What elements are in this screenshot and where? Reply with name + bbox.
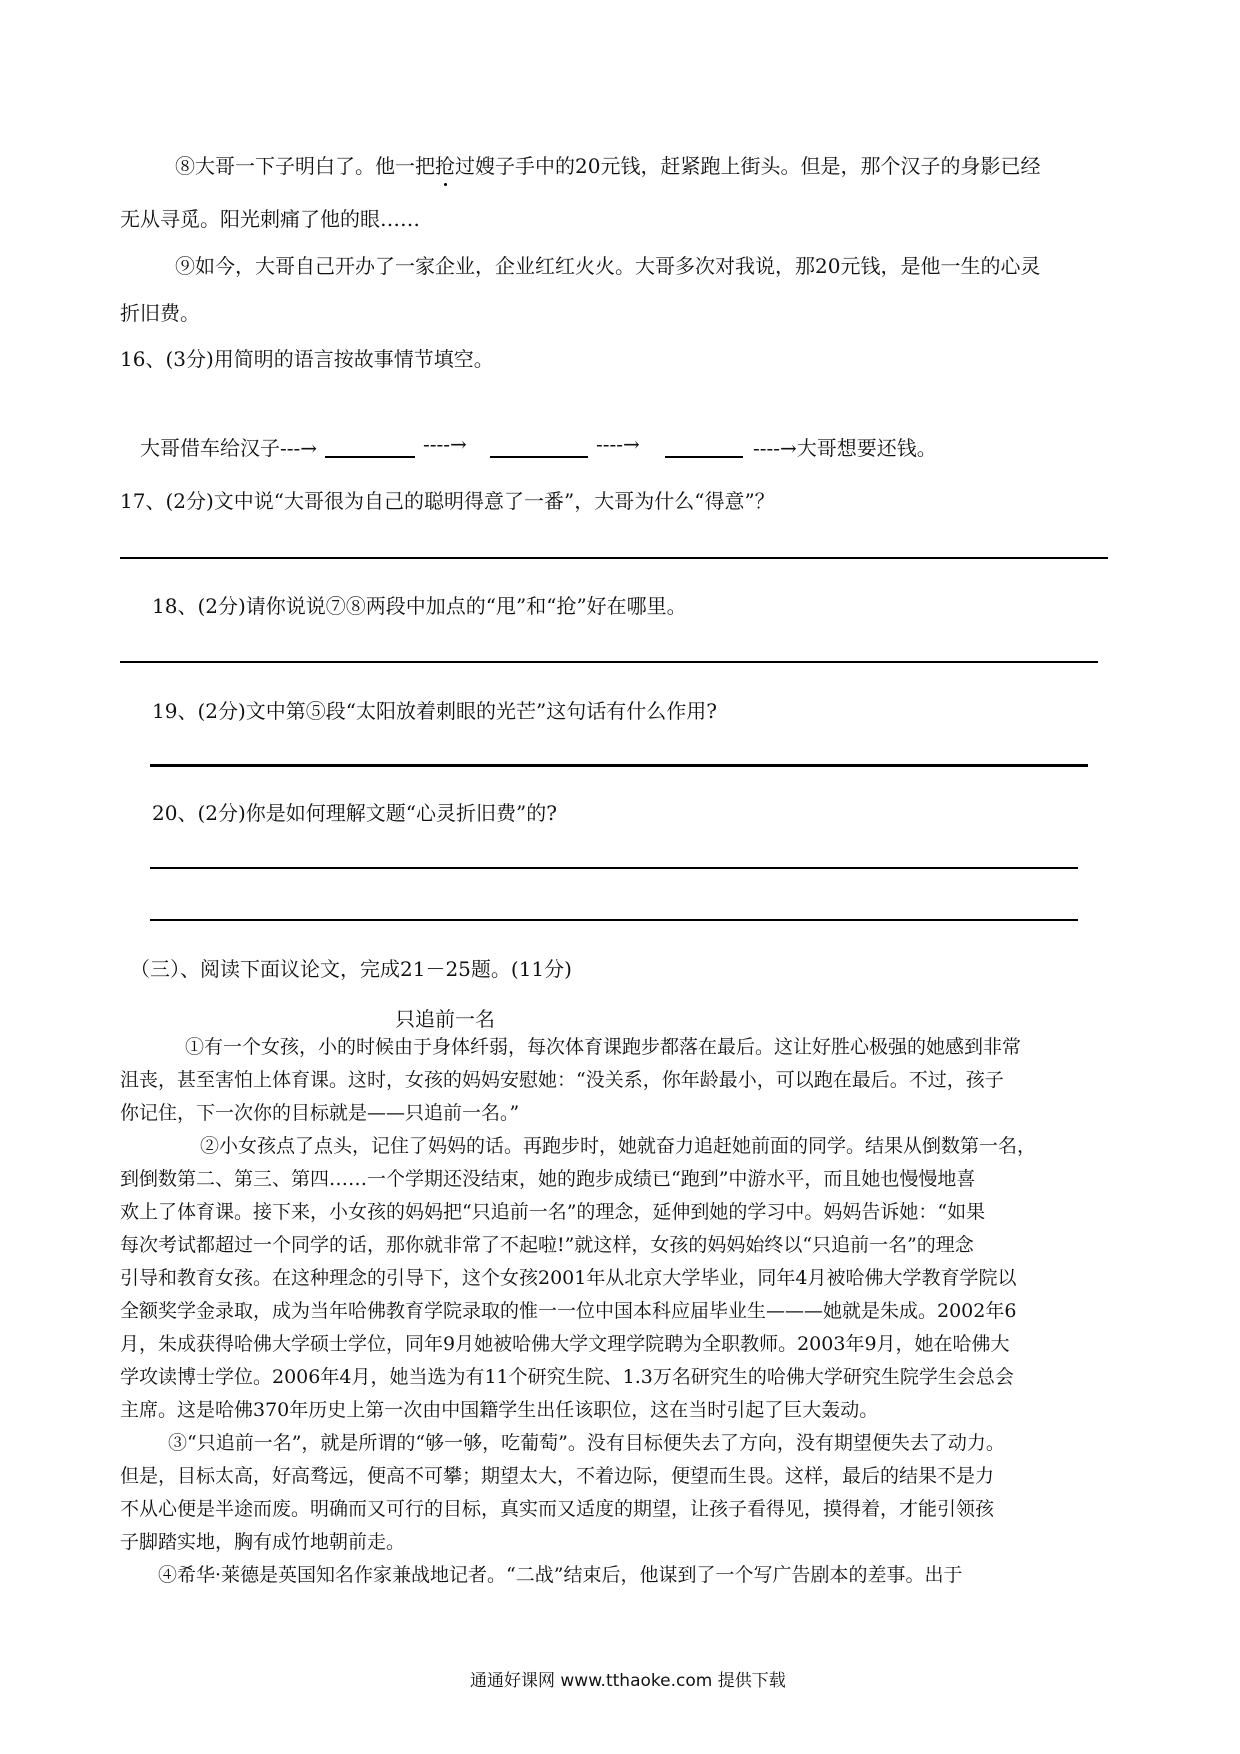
question-20: 20、(2分)你是如何理解文题“心灵折旧费”的? [152, 801, 557, 825]
paragraph-9-line-1: ⑨如今，大哥自己开办了一家企业，企业红红火火。大哥多次对我说，那20元钱，是他一生的心灵 [175, 254, 1041, 278]
article-line: 沮丧，甚至害怕上体育课。这时，女孩的妈妈安慰她：“没关系，你年龄最小，可以跑在最后。不过，孩子 [120, 1069, 1004, 1091]
article-line: 全额奖学金录取，成为当年哈佛教育学院录取的惟一一位中国本科应届毕业生———她就是朱成。2002年6 [120, 1300, 1017, 1322]
flow-start: 大哥借车给汉子---→ [140, 436, 318, 460]
flow-arrow-1: ----→ [423, 432, 467, 456]
article-line: ②小女孩点了点头，记住了妈妈的话。再跑步时，她就奋力追赶她前面的同学。结果从倒数第一名， [200, 1135, 1037, 1157]
paragraph-8-text-b: 过嫂子手中的20元钱，赶紧跑上街头。但是，那个汉子的身影已经 [455, 154, 1041, 178]
flow-arrow-2: ----→ [596, 432, 640, 456]
article-line: 子脚踏实地，胸有成竹地朝前走。 [120, 1531, 406, 1553]
article-line: ③“只追前一名”，就是所谓的“够一够，吃葡萄”。没有目标便失去了方向，没有期望便失去了动力。 [168, 1432, 1005, 1454]
article-line: 你记住，下一次你的目标就是——只追前一名。” [120, 1102, 520, 1124]
article-line: 到倒数第二、第三、第四……一个学期还没结束，她的跑步成绩已“跑到”中游水平，而且她也慢慢地喜 [120, 1168, 976, 1190]
article-line: 欢上了体育课。接下来，小女孩的妈妈把“只追前一名”的理念，延伸到她的学习中。妈妈告诉她：“如果 [120, 1201, 986, 1223]
article-line: 引导和教育女孩。在这种理念的引导下，这个女孩2001年从北京大学毕业，同年4月被哈佛大学教育学院以 [120, 1267, 1017, 1289]
dotted-char-qiang: 抢 [435, 150, 455, 179]
article-line: 每次考试都超过一个同学的话，那你就非常了不起啦!”就这样，女孩的妈妈始终以“只追前一名”的理念 [120, 1234, 974, 1256]
article-line: 主席。这是哈佛370年历史上第一次由中国籍学生出任该职位，这在当时引起了巨大轰动。 [120, 1399, 879, 1421]
question-18: 18、(2分)请你说说⑦⑧两段中加点的“甩”和“抢”好在哪里。 [152, 594, 687, 618]
question-16: 16、(3分)用简明的语言按故事情节填空。 [120, 347, 494, 371]
article-line: 不从心便是半途而废。明确而又可行的目标，真实而又适度的期望，让孩子看得见，摸得着，才能引领孩 [120, 1498, 995, 1520]
article-title: 只追前一名 [395, 1007, 495, 1031]
article-line: 月，朱成获得哈佛大学硕士学位，同年9月她被哈佛大学文理学院聘为全职教师。2003年9月，她在哈佛大 [120, 1333, 1010, 1355]
flow-end: ----→大哥想要还钱。 [753, 436, 937, 460]
paragraph-9-line-2: 折旧费。 [120, 301, 200, 325]
article-line: 学攻读博士学位。2006年4月，她当选为有11个研究生院、1.3万名研究生的哈佛大学研究生院学生会总会 [120, 1366, 1014, 1388]
page-footer: 通通好课网 www.tthaoke.com 提供下载 [470, 1671, 786, 1691]
article-line: ①有一个女孩，小的时候由于身体纤弱，每次体育课跑步都落在最后。这让好胜心极强的她感到非常 [185, 1036, 1022, 1058]
paragraph-8-text-a: ⑧大哥一下子明白了。他一把 [175, 154, 435, 178]
question-19: 19、(2分)文中第⑤段“太阳放着刺眼的光芒”这句话有什么作用? [152, 699, 717, 723]
article-line: 但是，目标太高，好高骛远，便高不可攀；期望太大，不着边际，便望而生畏。这样，最后的结果不是力 [120, 1465, 995, 1487]
article-body [120, 0, 1150, 1754]
question-17: 17、(2分)文中说“大哥很为自己的聪明得意了一番”，大哥为什么“得意”？ [120, 489, 775, 513]
section-3-heading: （三）、阅读下面议论文，完成21－25题。(11分) [130, 957, 572, 981]
article-line: ④希华·莱德是英国知名作家兼战地记者。“二战”结束后，他谋到了一个写广告剧本的差事。出于 [158, 1564, 963, 1586]
paragraph-8-line-2: 无从寻觅。阳光刺痛了他的眼…… [120, 207, 420, 231]
